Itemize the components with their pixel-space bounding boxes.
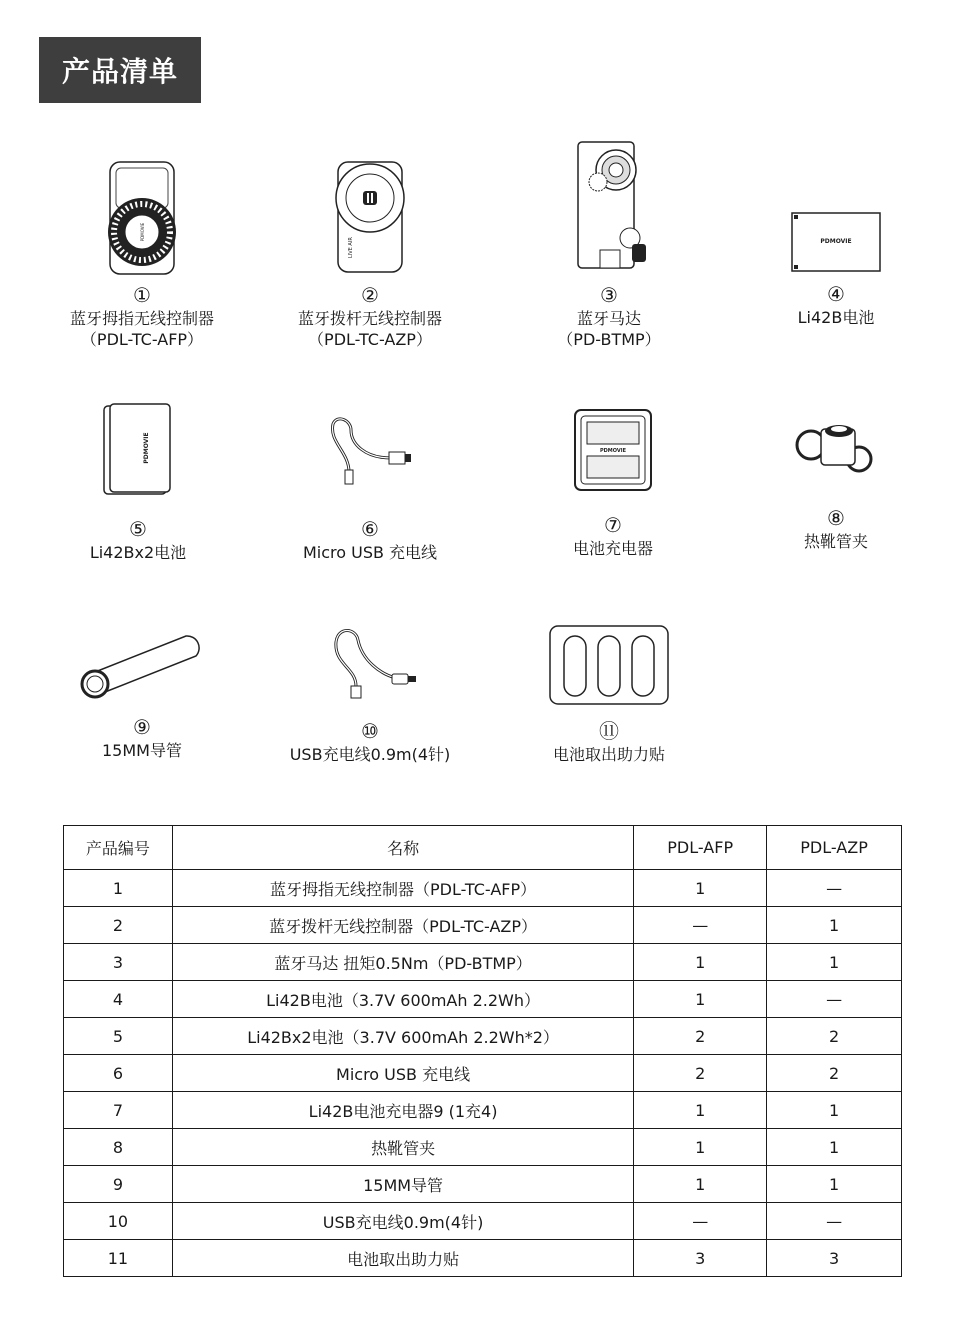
logo-text: PDMOVIE	[599, 448, 627, 454]
table-cell: 电池取出助力贴	[172, 1240, 633, 1277]
item-name: USB充电线0.9m(4针)	[289, 745, 451, 764]
table-row	[64, 1129, 902, 1166]
table-cell: 蓝牙拇指无线控制器（PDL-TC-AFP）	[172, 870, 633, 907]
item-number: ⑥	[361, 517, 379, 541]
table-cell: —	[767, 1203, 902, 1240]
column-header: 名称	[172, 826, 633, 870]
table-cell: —	[634, 907, 767, 944]
table-row	[64, 870, 902, 907]
item-6	[265, 412, 475, 563]
table-cell: 7	[64, 1092, 173, 1129]
thumb-controller-icon	[102, 160, 182, 278]
column-header: PDL-AFP	[634, 826, 767, 870]
table-cell: 1	[64, 870, 173, 907]
table-cell: 2	[634, 1018, 767, 1055]
item-name: Li42Bx2电池	[89, 543, 187, 562]
table-cell: 1	[634, 981, 767, 1018]
item-number: ④	[827, 282, 845, 306]
table-cell: 热靴管夹	[172, 1129, 633, 1166]
pull-tab-icon	[548, 624, 670, 706]
table-row	[64, 1203, 902, 1240]
table-row	[64, 944, 902, 981]
table-cell: —	[767, 981, 902, 1018]
item-number: ⑨	[133, 715, 151, 739]
item-model: （PDL-TC-AZP）	[308, 330, 432, 349]
table-cell: 1	[634, 944, 767, 981]
table-cell: Li42Bx2电池（3.7V 600mAh 2.2Wh*2）	[172, 1018, 633, 1055]
table-cell: 蓝牙马达 扭矩0.5Nm（PD-BTMP）	[172, 944, 633, 981]
item-7	[508, 408, 718, 559]
table-cell: —	[767, 870, 902, 907]
table-row	[64, 1092, 902, 1129]
table-cell: Micro USB 充电线	[172, 1055, 633, 1092]
table-cell: 5	[64, 1018, 173, 1055]
table-cell: 9	[64, 1166, 173, 1203]
usb-cable-icon	[320, 624, 420, 704]
table-cell: 2	[64, 907, 173, 944]
table-cell: 2	[634, 1055, 767, 1092]
table-cell: Li42B电池（3.7V 600mAh 2.2Wh）	[172, 981, 633, 1018]
item-1	[37, 160, 247, 350]
table-row	[64, 1240, 902, 1277]
logo-text: PDMOVIE	[820, 238, 852, 245]
table-cell: 3	[767, 1240, 902, 1277]
item-11	[504, 624, 714, 765]
table-cell: 4	[64, 981, 173, 1018]
item-name: 电池充电器	[572, 539, 653, 558]
item-10	[265, 624, 475, 765]
item-name: 蓝牙拨杆无线控制器	[297, 309, 442, 328]
item-name: 热靴管夹	[803, 532, 868, 551]
packing-list-table	[63, 825, 902, 1277]
battery-icon	[790, 211, 882, 277]
table-cell: Li42B电池充电器9 (1充4)	[172, 1092, 633, 1129]
micro-usb-cable-icon	[325, 412, 415, 492]
table-header-row	[64, 826, 902, 870]
table-cell: 1	[634, 1092, 767, 1129]
item-number: ①	[133, 283, 151, 307]
item-name: Li42B电池	[797, 308, 875, 327]
item-number: ⑤	[129, 517, 147, 541]
table-cell: 11	[64, 1240, 173, 1277]
table-cell: 8	[64, 1129, 173, 1166]
table-row	[64, 981, 902, 1018]
item-4	[731, 211, 941, 328]
item-2	[265, 160, 475, 350]
item-number: ⑪	[599, 719, 619, 743]
table-cell: 1	[767, 1129, 902, 1166]
table-cell: 1	[767, 907, 902, 944]
table-cell: 1	[767, 1166, 902, 1203]
table-cell: 3	[64, 944, 173, 981]
column-header: 产品编号	[64, 826, 173, 870]
table-cell: —	[634, 1203, 767, 1240]
battery-charger-icon	[573, 408, 653, 492]
table-row	[64, 1018, 902, 1055]
item-number: ③	[600, 283, 618, 307]
table-cell: 6	[64, 1055, 173, 1092]
item-number: ⑧	[827, 506, 845, 530]
hotshoe-clamp-icon	[791, 415, 881, 487]
table-cell: 2	[767, 1055, 902, 1092]
table-row	[64, 907, 902, 944]
rod-icon	[80, 630, 204, 700]
item-9	[37, 630, 247, 761]
item-number: ⑦	[604, 513, 622, 537]
controller-label: LIVE AIR	[348, 237, 354, 258]
lever-controller-icon	[330, 160, 410, 278]
logo-text: PDMOVIE	[140, 222, 145, 242]
battery-double-icon	[100, 402, 176, 498]
table-cell: 10	[64, 1203, 173, 1240]
table-cell: 15MM导管	[172, 1166, 633, 1203]
item-model: （PDL-TC-AFP）	[80, 330, 204, 349]
page-title: 产品清单	[39, 37, 201, 103]
motor-icon	[564, 140, 654, 278]
table-row	[64, 1166, 902, 1203]
item-name: 蓝牙拇指无线控制器	[69, 309, 214, 328]
item-5	[33, 402, 243, 563]
item-name: 15MM导管	[102, 741, 182, 760]
table-cell: 1	[767, 1092, 902, 1129]
table-cell: 蓝牙拨杆无线控制器（PDL-TC-AZP）	[172, 907, 633, 944]
item-name: 电池取出助力贴	[552, 745, 665, 764]
table-cell: 1	[634, 1166, 767, 1203]
item-name: Micro USB 充电线	[302, 543, 438, 562]
item-name: 蓝牙马达	[576, 309, 641, 328]
item-3	[504, 140, 714, 350]
table-cell: 1	[634, 870, 767, 907]
table-cell: 1	[634, 1129, 767, 1166]
item-number: ②	[361, 283, 379, 307]
item-model: （PD-BTMP）	[557, 330, 661, 349]
logo-text: PDMOVIE	[143, 432, 150, 464]
table-cell: 1	[767, 944, 902, 981]
item-8	[731, 415, 941, 552]
table-cell: USB充电线0.9m(4针)	[172, 1203, 633, 1240]
table-row	[64, 1055, 902, 1092]
table-cell: 2	[767, 1018, 902, 1055]
column-header: PDL-AZP	[767, 826, 902, 870]
table-cell: 3	[634, 1240, 767, 1277]
item-number: ⑩	[361, 719, 379, 743]
